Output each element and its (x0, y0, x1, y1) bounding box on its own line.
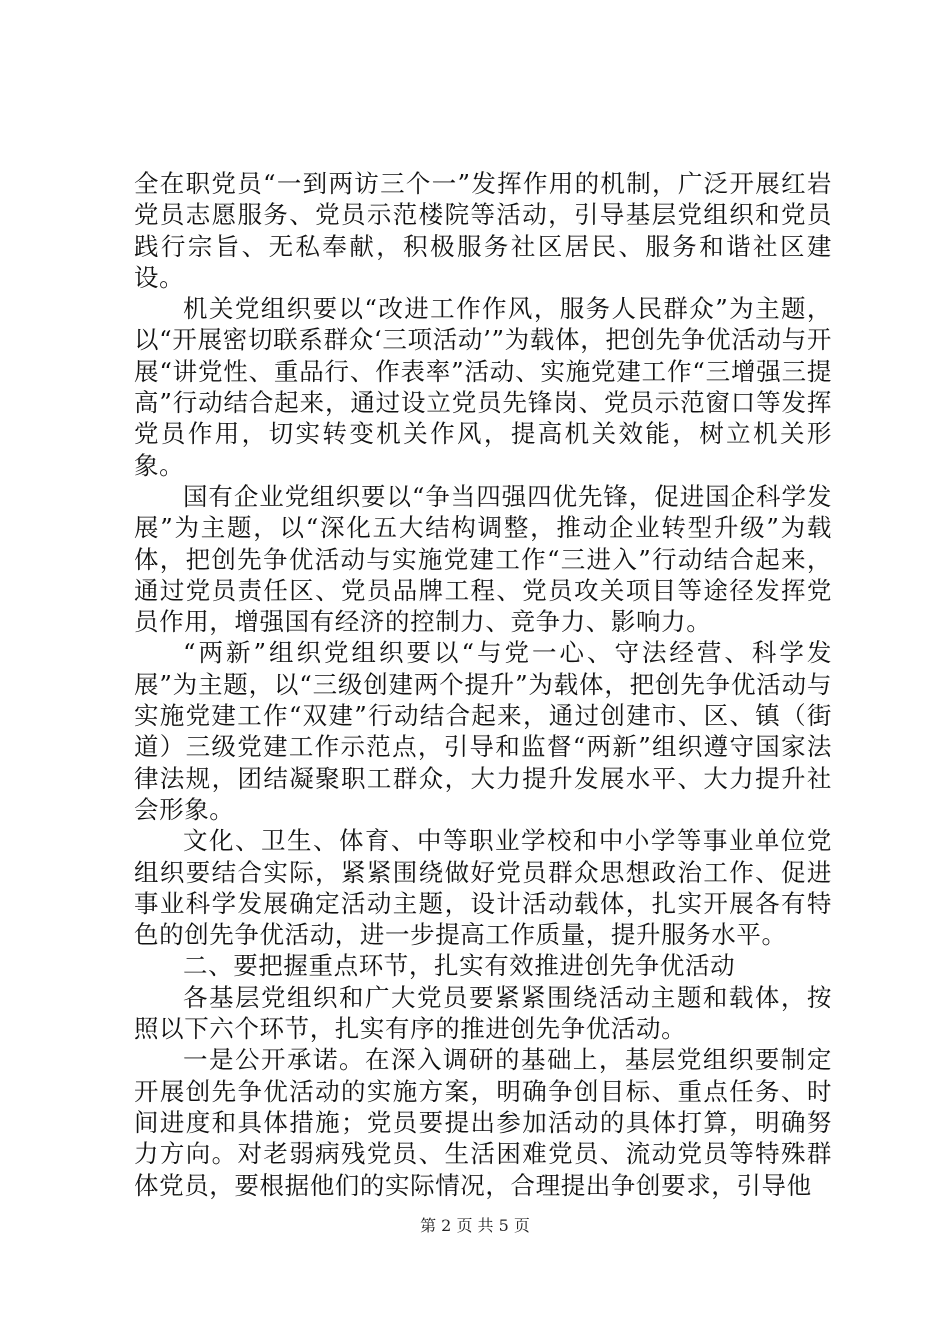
section-heading-key-steps: 二、要把握重点环节，扎实有效推进创先争优活动 (183, 951, 736, 981)
page-number-footer: 第 2 页 共 5 页 (420, 1216, 530, 1235)
paragraph-public-commitment: 一是公开承诺。在深入调研的基础上，基层党组织要制定开展创先争优活动的实施方案，明确争创目标、重点任务、时间进度和具体措施；党员要提出参加活动的具体打算，明确努力方向。对老弱病残党员、生活困难党员、流动党员等特殊群体党员，要根据他们的实际情况，合理提出争创要求，引导他 (134, 1045, 832, 1200)
paragraph-two-new-organizations: “两新”组织党组织要以“与党一心、守法经营、科学发展”为主题，以“三级创建两个提升”为载体，把创先争优活动与实施党建工作“双建”行动结合起来，通过创建市、区、镇（街道）三级党建工作示范点，引导和监督“两新”组织遵守国家法律法规，团结凝聚职工群众，大力提升发展水平、大力提升社会形象。 (134, 638, 832, 824)
paragraph-government-organs: 机关党组织要以“改进工作作风，服务人民群众”为主题，以“开展密切联系群众‘三项活动’”为载体，把创先争优活动与开展“讲党性、重品行、作表率”活动、实施党建工作“三增强三提高”行动结合起来，通过设立党员先锋岗、党员示范窗口等发挥党员作用，切实转变机关作风，提高机关效能，树立机关形象。 (134, 294, 832, 480)
paragraph-six-steps-intro: 各基层党组织和广大党员要紧紧围绕活动主题和载体，按照以下六个环节，扎实有序的推进创先争优活动。 (134, 982, 832, 1044)
paragraph-continued: 全在职党员“一到两访三个一”发挥作用的机制，广泛开展红岩党员志愿服务、党员示范楼院等活动，引导基层党组织和党员践行宗旨、无私奉献，积极服务社区居民、服务和谐社区建设。 (134, 169, 832, 292)
paragraph-state-enterprises: 国有企业党组织要以“争当四强四优先锋，促进国企科学发展”为主题，以“深化五大结构调整，推动企业转型升级”为载体，把创先争优活动与实施党建工作“三进入”行动结合起来，通过党员责任区、党员品牌工程、党员攻关项目等途径发挥党员作用，增强国有经济的控制力、竞争力、影响力。 (134, 481, 832, 637)
document-body (134, 168, 832, 1201)
paragraph-public-institutions: 文化、卫生、体育、中等职业学校和中小学等事业单位党组织要结合实际，紧紧围绕做好党员群众思想政治工作、促进事业科学发展确定活动主题，设计活动载体，扎实开展各有特色的创先争优活动，进一步提高工作质量，提升服务水平。 (134, 826, 832, 950)
